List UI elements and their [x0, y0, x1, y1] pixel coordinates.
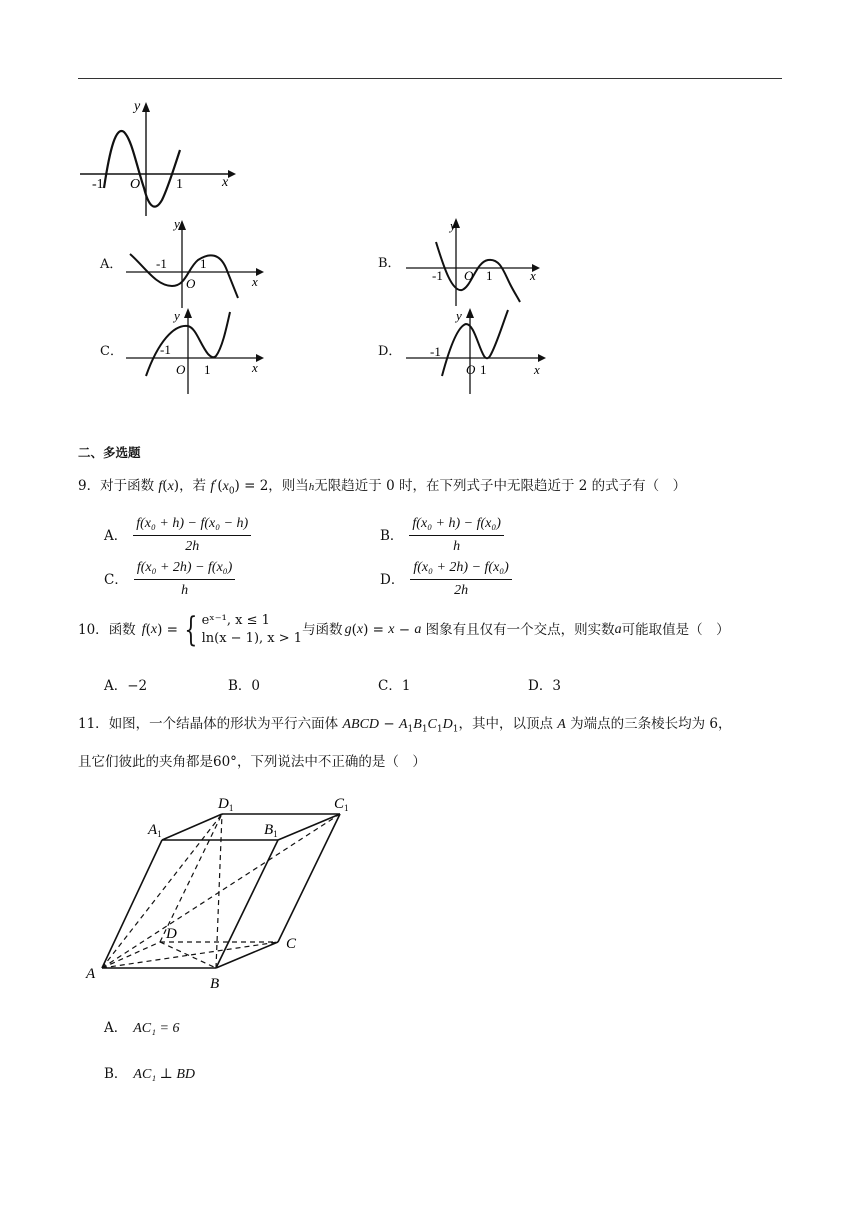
stem-text: 函数: [108, 622, 136, 638]
parallelepiped-figure: [82, 792, 352, 992]
stem-text: ，其中，以顶点: [458, 716, 553, 732]
option-d-label: D．: [378, 344, 402, 359]
option-label: D．: [380, 571, 405, 588]
origin-label: O: [130, 177, 141, 192]
vertex-label-a: A: [86, 966, 96, 982]
option-d-graph: [404, 302, 554, 398]
stem-text: 且它们彼此的夹角都是: [78, 754, 213, 770]
vertex-label-d1: $D_1$: [218, 796, 234, 813]
tick-1: 1: [480, 362, 487, 377]
axis-x-label: x: [534, 362, 540, 377]
stem-text: ，则当: [268, 478, 309, 494]
q10-option-c[interactable]: [378, 676, 410, 696]
q9-option-d[interactable]: [380, 558, 512, 601]
header-rule: [78, 78, 782, 79]
q9-option-a[interactable]: [104, 514, 251, 557]
axis-y-label: y: [174, 308, 180, 323]
option-label: B．: [228, 678, 252, 694]
option-value: AC₁ ⊥ BD: [133, 1067, 196, 1082]
stem-text: 为端点的三条棱长均为 6，: [570, 716, 732, 732]
fraction-numerator: f(x₀ + h) − f(x₀): [409, 514, 503, 536]
fraction-denominator: 2h: [185, 539, 200, 554]
piecewise-case-1: eˣ⁻¹, x ≤ 1: [201, 613, 270, 628]
origin-label: O: [176, 362, 186, 377]
tick-1: 1: [486, 268, 493, 283]
fraction-denominator: h: [453, 539, 461, 554]
option-value: 1: [401, 678, 411, 694]
fraction-numerator: f(x₀ + 2h) − f(x₀): [134, 558, 235, 580]
option-label: A．: [104, 678, 128, 694]
option-c-label: C．: [100, 344, 123, 359]
stem-text: ，若: [179, 478, 207, 494]
tick-1: 1: [176, 177, 183, 192]
q11-option-a[interactable]: [104, 1018, 179, 1039]
option-label: C．: [378, 678, 402, 694]
tick-neg1: -1: [156, 256, 167, 271]
tick-neg1: -1: [432, 268, 443, 283]
q10-option-a[interactable]: [104, 676, 147, 696]
stem-text: 图象有且仅有一个交点，则实数: [425, 622, 615, 638]
option-value: 0: [251, 678, 261, 694]
option-a-label: A．: [100, 257, 123, 272]
question-11-line-1: 11．如图，一个结晶体的形状为平行六面体 ABCD − $A_1B_1C_1D_1$，其中，以顶点 A 为端点的三条棱长均为 6，: [78, 716, 732, 735]
q10-option-b[interactable]: [228, 676, 260, 696]
q9-option-b[interactable]: [380, 514, 504, 557]
option-label: A．: [104, 527, 128, 544]
tick-1: 1: [204, 362, 211, 377]
tick-1: 1: [200, 256, 207, 271]
option-value: AC₁ = 6: [133, 1021, 180, 1036]
vertex-label-a1: $A_1$: [148, 822, 162, 839]
origin-label: O: [464, 268, 474, 283]
option-label: C．: [104, 571, 128, 588]
vertex-label-b1: $B_1$: [264, 822, 278, 839]
stem-text: ，下列说法中不正确的是（ ）: [236, 754, 426, 770]
option-label: A．: [104, 1020, 128, 1036]
fraction-numerator: f(x₀ + 2h) − f(x₀): [410, 558, 511, 580]
fraction-denominator: 2h: [454, 583, 469, 598]
main-function-graph: [76, 96, 246, 220]
tick-neg1: -1: [430, 344, 441, 359]
axis-y-label: y: [134, 99, 141, 114]
axis-x-label: x: [252, 274, 258, 289]
origin-label: O: [186, 276, 196, 291]
option-b-graph: [404, 212, 554, 308]
option-value: −2: [127, 678, 148, 694]
question-9-stem: 9．对于函数 f(x)，若 $f'(x_0) = 2$，则当h无限趋近于 0 时，在下列式子中无限趋近于 2 的式子有（ ）: [78, 478, 687, 497]
piecewise-case-2: ln(x − 1), x > 1: [201, 631, 303, 646]
option-label: B．: [104, 1066, 128, 1082]
axis-y-label: y: [456, 308, 462, 323]
q9-option-c[interactable]: [104, 558, 235, 601]
option-a-graph: [122, 214, 272, 310]
vertex-label-c: C: [286, 936, 297, 952]
axis-x-label: x: [252, 360, 258, 375]
stem-text: 无限趋近于 0 时，在下列式子中无限趋近于 2 的式子有（ ）: [314, 478, 687, 494]
tick-neg1: -1: [92, 177, 104, 192]
question-11-line-2: 且它们彼此的夹角都是60°，下列说法中不正确的是（ ）: [78, 754, 426, 770]
origin-label: O: [466, 362, 476, 377]
question-number: 10．: [78, 622, 109, 638]
option-value: 3: [552, 678, 561, 694]
q11-option-b[interactable]: [104, 1064, 195, 1085]
tick-neg1: -1: [160, 342, 171, 357]
vertex-label-d: D: [166, 926, 177, 942]
question-10-stem: 10． 函数 f ( x ) = { eˣ⁻¹, x ≤ 1 ln(x − 1), x > 1 与函数 g ( x ) = x − a 图象有且仅有一个交点，则实数 a 可能取值是（ ）: [78, 610, 730, 650]
axis-y-label: y: [174, 216, 180, 231]
axis-y-label: y: [450, 218, 456, 233]
stem-text: 对于函数: [100, 478, 155, 494]
stem-text: 如图，一个结晶体的形状为平行六面体: [108, 716, 339, 732]
section-title: 二、多选题: [78, 445, 141, 460]
option-c-graph: [122, 302, 272, 398]
fraction-numerator: f(x₀ + h) − f(x₀ − h): [133, 514, 251, 536]
question-number: 11．: [78, 716, 109, 732]
q10-option-d[interactable]: [528, 676, 561, 696]
vertex-label-c1: $C_1$: [334, 796, 349, 813]
vertex-label-b: B: [210, 976, 220, 992]
fraction-denominator: h: [181, 583, 189, 598]
stem-text: 与函数: [302, 622, 343, 638]
option-b-label: B．: [378, 256, 401, 271]
axis-x-label: x: [222, 175, 229, 190]
option-label: B．: [380, 527, 404, 544]
option-label: D．: [528, 678, 553, 694]
axis-x-label: x: [530, 268, 536, 283]
question-number: 9．: [78, 478, 101, 494]
stem-text: 可能取值是（ ）: [621, 622, 730, 638]
